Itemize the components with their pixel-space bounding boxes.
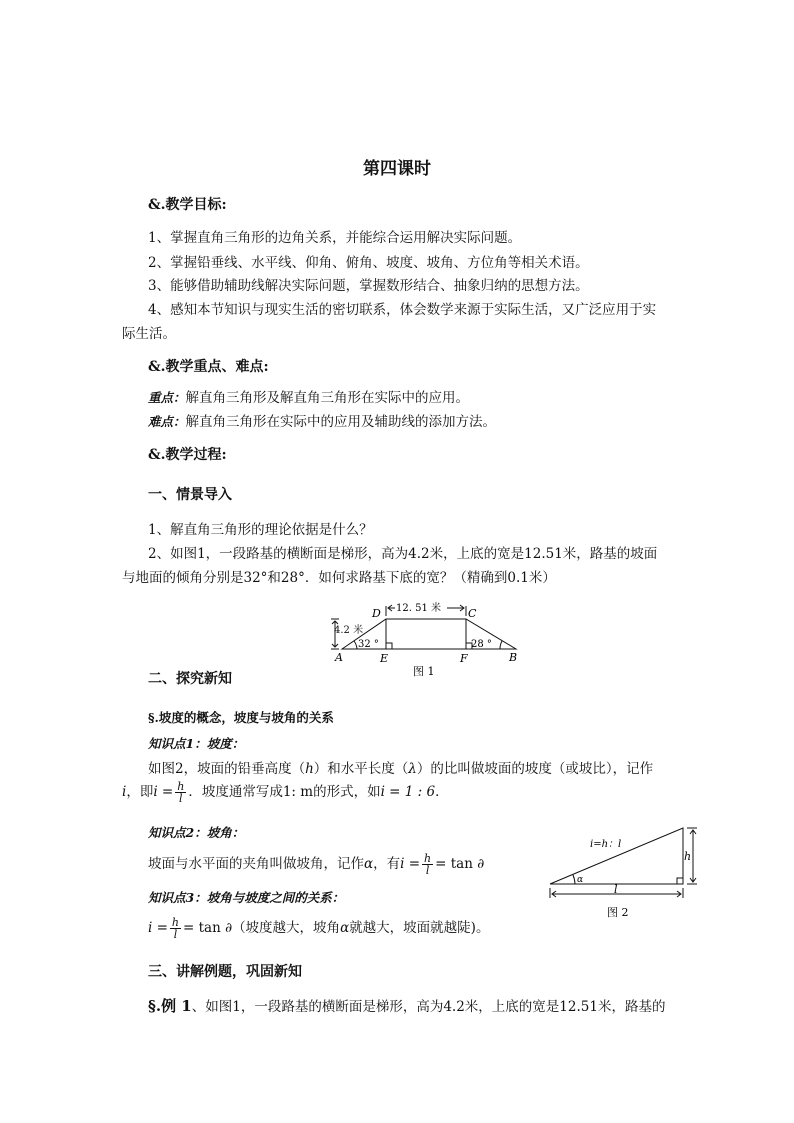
objective-item: 3、能够借助辅助线解决实际问题，掌握数形结合、抽象归纳的思想方法。 xyxy=(148,278,589,294)
kp1-label: 知识点1：坡度： xyxy=(148,736,245,751)
fig1-label-f: F xyxy=(460,652,468,665)
slope-relation-line: i = $\frac{h}{l}$ = tan ∂（坡度越大，坡角α就越大，坡面就越陡)。 xyxy=(148,916,490,941)
objective-item: 4、感知本节知识与现实生活的密切联系，体会数学来源于实际生活，又广泛应用于实 xyxy=(148,302,657,318)
part1-question: 1、解直角三角形的理论依据是什么？ xyxy=(148,522,373,538)
part3-heading: 三、讲解例题，巩固新知 xyxy=(148,964,302,980)
focus-text: 解直角三角形及解直角三角形在实际中的应用。 xyxy=(185,390,470,406)
slope-angle-line: 坡面与水平面的夹角叫做坡角，记作α，有i = $\frac{h}{l}$ = tan ∂ xyxy=(148,852,485,877)
alpha-arc xyxy=(573,875,575,884)
objective-item: 际生活。 xyxy=(122,326,176,342)
objective-item: 2、掌握铅垂线、水平线、仰角、俯角、坡度、坡角、方位角等相关术语。 xyxy=(148,255,589,271)
fig1-angle-right: 28 ° xyxy=(471,639,492,650)
fraction-h-over-l: $\frac{h}{l}$ xyxy=(171,916,180,941)
fig2-h: h xyxy=(684,850,692,863)
difficulty-label: 难点： xyxy=(148,414,186,429)
fig2-alpha: α xyxy=(577,875,584,885)
fig1-label-d: D xyxy=(372,607,381,620)
part2-heading: 二、探究新知 xyxy=(148,671,232,687)
example-1-text: 、如图1，一段路基的横断面是梯形，高为4.2米，上底的宽是12.51米，路基的 xyxy=(191,999,666,1015)
fig1-height: 4.2 米 xyxy=(334,625,364,636)
figure-2-slope-triangle xyxy=(545,822,705,922)
example-1-line xyxy=(148,995,665,1016)
part1-question: 2、如图1，一段路基的横断面是梯形，高为4.2米，上底的宽是12.51米，路基的坡面 xyxy=(148,546,658,562)
fig1-label-a: A xyxy=(335,651,343,664)
focus-label: 重点： xyxy=(148,390,186,405)
fig2-caption: 图 2 xyxy=(607,906,629,919)
part1-question: 与地面的倾角分别是32°和28°．如何求路基下底的宽？（精确到0.1米） xyxy=(122,570,556,586)
objective-item: 1、掌握直角三角形的边角关系，并能综合运用解决实际问题。 xyxy=(148,230,522,246)
objectives-heading: &.教学目标: xyxy=(148,197,227,213)
fraction-h-over-l: $\frac{h}{l}$ xyxy=(424,852,432,877)
fig1-label-c: C xyxy=(468,607,477,620)
focus-line xyxy=(148,386,469,406)
right-angle-e xyxy=(386,643,392,649)
fig1-caption: 图 1 xyxy=(413,665,435,678)
angle-arc-b xyxy=(500,641,502,649)
slope-triangle xyxy=(550,828,683,884)
fig1-label-b: B xyxy=(509,651,518,664)
right-angle-mark xyxy=(677,878,683,884)
kp2-label: 知识点2：坡角： xyxy=(148,825,245,840)
fig2-ratio: i=h：l xyxy=(590,839,622,850)
keypoints-heading: &.教学重点、难点: xyxy=(148,359,269,375)
angle-arc-a xyxy=(354,641,357,649)
difficulty-line xyxy=(148,410,496,430)
fig1-angle-left: 32 ° xyxy=(358,639,379,650)
fraction-h-over-l: $\frac{h}{l}$ xyxy=(177,780,185,805)
example-1-label: §.例 1 xyxy=(148,997,192,1015)
process-heading: &.教学过程: xyxy=(148,447,227,463)
kp3-label: 知识点3：坡角与坡度之间的关系： xyxy=(148,890,345,905)
part1-heading: 一、情景导入 xyxy=(148,487,232,503)
difficulty-text: 解直角三角形在实际中的应用及辅助线的添加方法。 xyxy=(185,414,497,430)
part2-subheading: §.坡度的概念，坡度与坡角的关系 xyxy=(148,710,334,725)
page-title: 第四课时 xyxy=(363,159,431,179)
slope-definition-line2: i，即i = $\frac{h}{l}$ ．坡度通常写成1: m的形式，如i = 1 : 6． xyxy=(122,780,449,805)
fig2-l: l xyxy=(614,883,618,896)
figure-1-trapezoid xyxy=(325,598,525,680)
slope-definition-line1: 如图2，坡面的铅垂高度（h）和水平长度（λ）的比叫做坡面的坡度（或坡比），记作 xyxy=(148,761,654,777)
fig1-label-e: E xyxy=(380,652,389,665)
fig1-top-width: 12. 51 米 xyxy=(396,603,441,614)
